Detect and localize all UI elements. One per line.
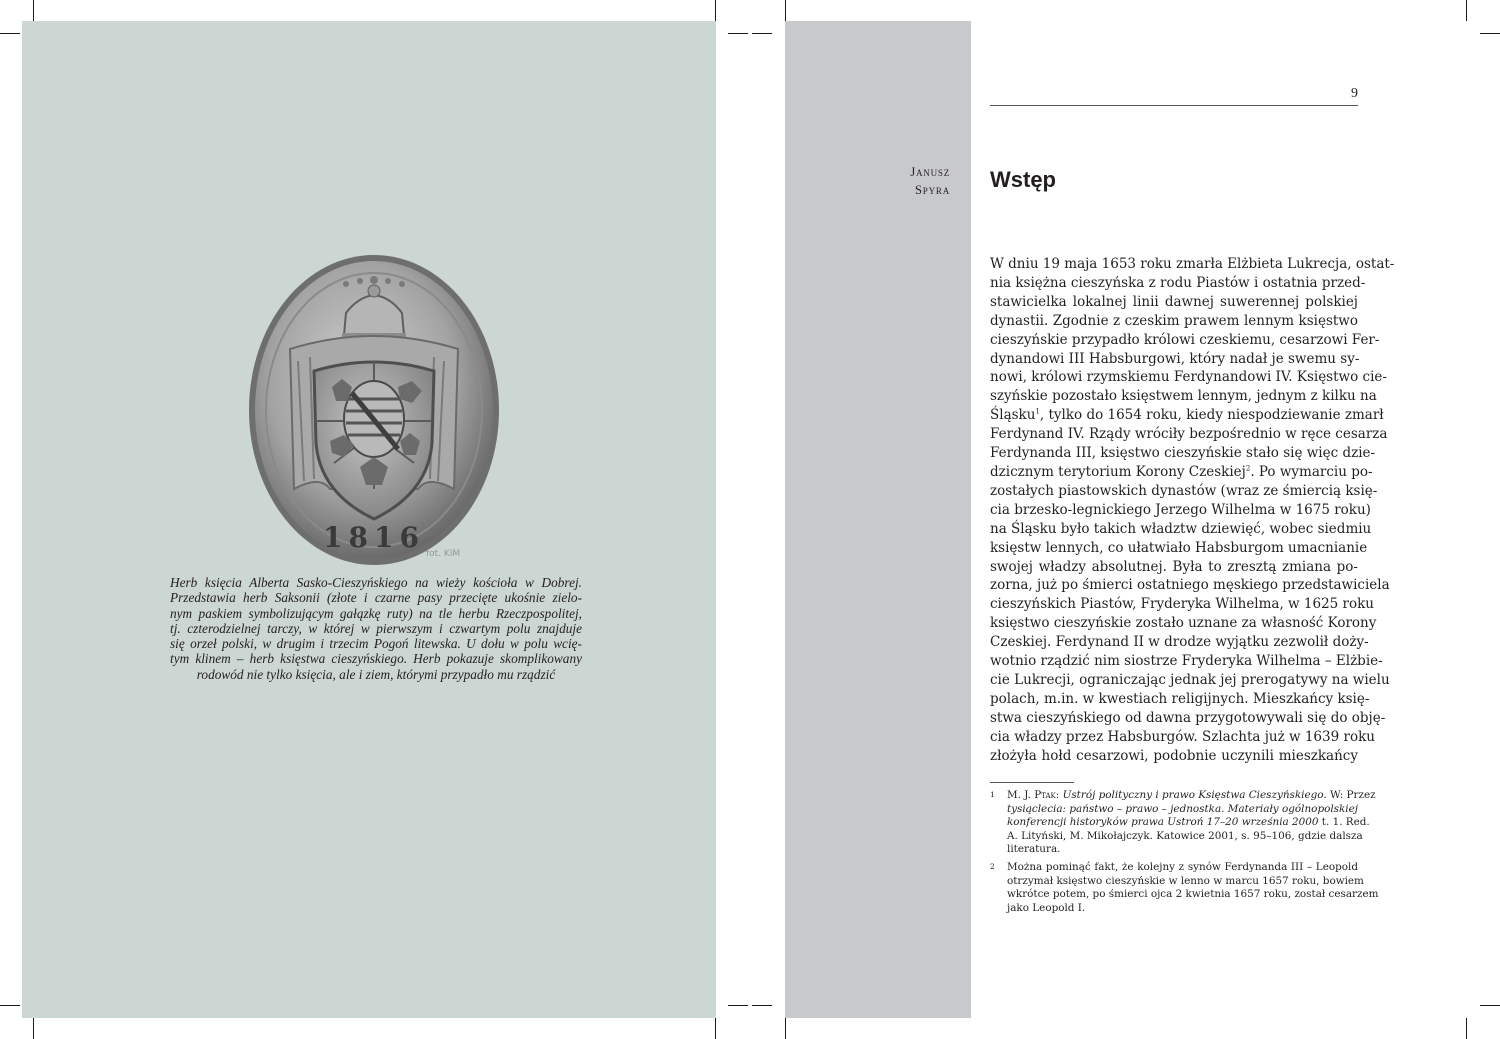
author-first-name: Janusz: [910, 165, 950, 179]
footnote-number: 1: [990, 790, 995, 799]
footnote-line: jako Leopold I.: [1007, 901, 1086, 914]
body-line: księstw lennych, co ułatwiało Habsburgom umacnianie: [990, 539, 1368, 556]
page-number: 9: [1351, 86, 1358, 101]
caption-line: Herb księcia Alberta Sasko-Cieszyńskiego na wieży kościoła w Dobrej.: [170, 575, 582, 590]
crop-mark: [1466, 1018, 1467, 1039]
body-line: zostałych piastowskich dynastów (wraz ze śmiercią księ-: [990, 482, 1378, 499]
footnote-line: [1007, 789, 1376, 803]
crop-mark: [1480, 33, 1500, 34]
footnote-line: literatura.: [1007, 843, 1061, 856]
crop-mark: [785, 1018, 786, 1039]
coat-of-arms-seal-image: [248, 253, 500, 571]
caption-line: nym paskiem symbolizującym gałązkę ruty) na tle herbu Rzeczpospolitej,: [170, 605, 582, 621]
body-line: [990, 463, 1373, 482]
crop-mark: [752, 33, 772, 34]
body-line: nowi, królowi rzymskiemu Ferdynandowi IV. Księstwo cie-: [990, 369, 1387, 386]
body-line: Ferdynanda III, księstwo cieszyńskie stało się więc dzie-: [990, 445, 1376, 462]
left-page: [22, 21, 716, 1018]
crop-mark: [715, 0, 716, 21]
footnote-text: W: Przez: [1329, 789, 1376, 801]
crop-mark: [728, 1005, 748, 1006]
photo-credit: fot. KiM: [426, 549, 461, 559]
body-line-text: Śląsku: [990, 407, 1036, 424]
footnote-title: Ustrój polityczny i prawo Księstwa Cieszyńskiego.: [1062, 789, 1327, 801]
body-line: cieszyńskie przypadło królowi czeskiemu, cesarzowi Fer-: [990, 331, 1380, 348]
crop-mark: [1466, 0, 1467, 21]
body-line: złożyła hołd cesarzowi, podobnie uczynili mieszkańcy: [990, 747, 1358, 764]
caption-line: tym klinem – herb księstwa cieszyńskiego. Herb pokazuje skomplikowany: [170, 651, 582, 667]
body-line: nia księżna cieszyńska z rodu Piastów i ostatnia przed-: [990, 274, 1366, 291]
body-line: stawicielka lokalnej linii dawnej suwerennej polskiej: [990, 293, 1358, 310]
crop-mark: [715, 1018, 716, 1039]
header-rule: [990, 105, 1358, 106]
caption-line: Przedstawia herb Saksonii (złote i czarne pasy przecięte ukośnie zielo-: [170, 590, 582, 606]
body-line: na Śląsku było takich władztw dziewięć, wobec siedmiu: [990, 520, 1372, 537]
footnote-title: konferencji historyków prawa Ustroń 17–20 września 2000: [1007, 816, 1319, 829]
footnote-author: M. J. Ptak:: [1007, 789, 1060, 801]
crop-mark: [0, 33, 20, 34]
footnote-line: otrzymał księstwo cieszyńskie w lenno w marcu 1657 roku, bowiem: [1007, 874, 1364, 887]
image-caption: [170, 575, 582, 682]
body-line: [990, 406, 1384, 425]
footnote-line: tysiąclecia: państwo – prawo – jednostka. Materiały ogólnopolskiej: [1007, 802, 1358, 815]
body-line: stwa cieszyńskiego od dawna przygotowywali się do obję-: [990, 709, 1386, 726]
body-line: dynastii. Zgodnie z czeskim prawem lennym księstwo: [990, 312, 1358, 329]
body-line: dynandowi III Habsburgowi, który nadał je swemu sy-: [990, 350, 1360, 367]
body-line: cie Lukrecji, ograniczając jednak jej prerogatywy na wielu: [990, 671, 1390, 688]
body-line: cia władzy przez Habsburgów. Szlachta już w 1639 roku: [990, 728, 1375, 745]
body-line: księstwo cieszyńskie zostało uznane za własność Korony: [990, 615, 1377, 632]
footnote-line: A. Lityński, M. Mikołajczyk. Katowice 2001, s. 95–106, gdzie dalsza: [1007, 829, 1363, 842]
body-line: cieszyńskich Piastów, Fryderyka Wilhelma, w 1625 roku: [990, 596, 1375, 613]
body-line: Ferdynand IV. Rządy wróciły bezpośrednio w ręce cesarza: [990, 426, 1388, 443]
body-line: wotnio rządzić nim siostrze Fryderyka Wilhelma – Elżbie-: [990, 653, 1383, 670]
body-line: polach, m.in. w kwestiach religijnych. Mieszkańcy księ-: [990, 690, 1370, 707]
seal-year: 1816: [323, 521, 425, 554]
footnote-reference[interactable]: 1: [1035, 407, 1040, 416]
body-line: W dniu 19 maja 1653 roku zmarła Elżbieta Lukrecja, ostat-: [990, 256, 1395, 272]
footnote: [990, 789, 1376, 857]
body-line: szyńskie pozostało księstwem lennym, jednym z kilku na: [990, 388, 1377, 405]
caption-line: rodowód nie tylko księcia, ale i ziem, którymi przypadło mu rządzić: [196, 666, 556, 682]
chapter-title: Wstęp: [990, 167, 1056, 192]
footnote-line: wkrótce potem, po śmierci ojca 2 kwietnia 1657 roku, został cesarzem: [1007, 888, 1379, 901]
footnote-line: [1007, 816, 1370, 830]
chapter-author: [860, 163, 950, 199]
body-text: [990, 255, 1395, 765]
crop-mark: [1480, 1005, 1500, 1006]
crop-mark: [0, 1005, 20, 1006]
footnote-text: t. 1. Red.: [1321, 816, 1370, 829]
body-line: zorna, już po śmierci ostatniego męskiego przedstawiciela: [990, 577, 1390, 594]
footnote: [990, 860, 1379, 915]
caption-line: się orzeł polski, w drugim i trzecim Pogoń litewska. U dołu w polu wcię-: [170, 636, 582, 652]
crop-mark: [33, 1018, 34, 1039]
body-line: Czeskiej. Ferdynand II w drodze wyjątku zezwolił doży-: [990, 634, 1369, 651]
footnote-number: 2: [990, 861, 995, 871]
body-line: swojej władzy absolutnej. Była to zresztą zmiana po-: [990, 558, 1358, 575]
body-line: cia brzesko-legnickiego Jerzego Wilhelma w 1675 roku): [990, 501, 1371, 518]
crop-mark: [752, 1005, 772, 1006]
body-line-text: , tylko do 1654 roku, kiedy niespodziewanie zmarł: [1039, 407, 1384, 424]
body-line-text: dzicznym terytorium Korony Czeskiej: [990, 463, 1246, 480]
footnote-separator: [990, 782, 1074, 783]
footnote-line: Można pominąć fakt, że kolejny z synów Ferdynanda III – Leopold: [1007, 860, 1358, 873]
caption-line: tj. czterodzielnej tarczy, w której w pierwszym i czwartym polu znajduje: [170, 620, 582, 636]
author-last-name: Spyra: [915, 183, 950, 197]
body-line-text: . Po wymarciu po-: [1250, 463, 1373, 480]
crop-mark: [728, 33, 748, 34]
crop-mark: [33, 0, 34, 21]
footnote-reference[interactable]: 2: [1245, 464, 1251, 473]
crop-mark: [785, 0, 786, 21]
footnotes: [990, 789, 1379, 919]
